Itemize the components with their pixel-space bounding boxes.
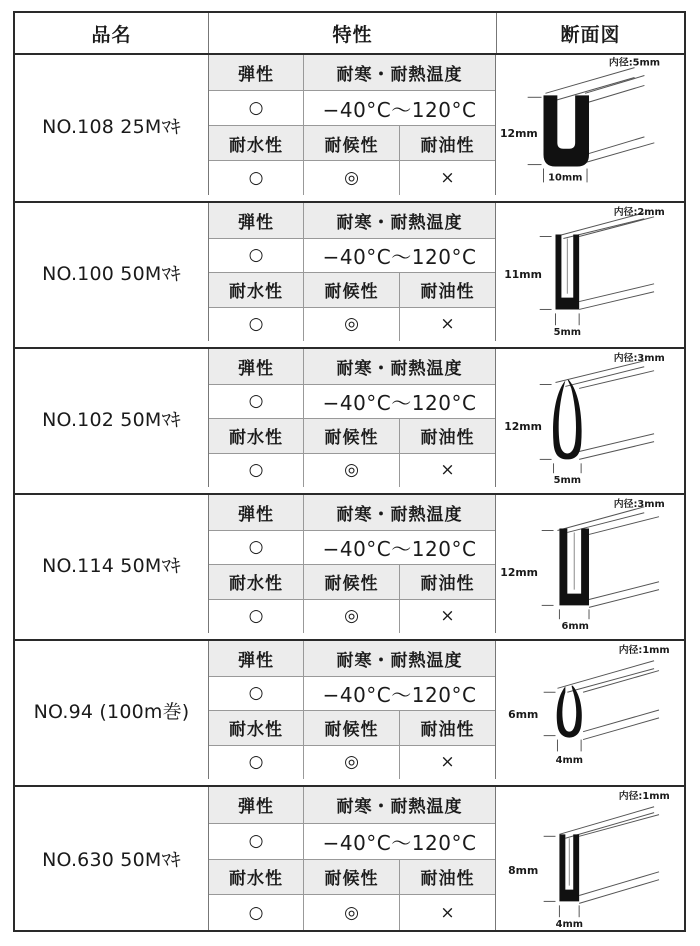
label-elasticity: 弾性 bbox=[209, 787, 303, 823]
product-row bbox=[15, 55, 684, 195]
cross-section-diagram bbox=[496, 55, 684, 195]
label-elasticity: 弾性 bbox=[209, 349, 303, 384]
label-elasticity: 弾性 bbox=[209, 55, 303, 90]
product-name: NO.114 50Mﾏｷ bbox=[42, 554, 181, 577]
properties-grid bbox=[208, 787, 496, 930]
label-oil: 耐油性 bbox=[399, 419, 495, 453]
cross-section-diagram bbox=[496, 641, 684, 779]
label-water: 耐水性 bbox=[209, 273, 303, 307]
value-oil: × bbox=[399, 600, 495, 634]
label-weather: 耐候性 bbox=[303, 126, 399, 160]
inner-diameter-label: 内径:5mm bbox=[608, 57, 661, 69]
label-oil: 耐油性 bbox=[399, 711, 495, 745]
label-oil: 耐油性 bbox=[399, 273, 495, 307]
product-name: NO.102 50Mﾏｷ bbox=[42, 408, 181, 431]
height-label: 12mm bbox=[500, 565, 538, 579]
value-water: ○ bbox=[209, 161, 303, 195]
product-row bbox=[15, 493, 684, 633]
cross-section-diagram bbox=[496, 203, 684, 341]
height-label: 11mm bbox=[504, 267, 542, 281]
properties-grid bbox=[208, 641, 496, 779]
label-temperature: 耐寒・耐熱温度 bbox=[303, 55, 495, 90]
value-elasticity: ○ bbox=[209, 531, 303, 565]
product-name: NO.630 50Mﾏｷ bbox=[42, 849, 181, 871]
cross-section-diagram bbox=[496, 495, 684, 633]
label-elasticity: 弾性 bbox=[209, 203, 303, 238]
properties-grid bbox=[208, 349, 496, 487]
cross-section-narrow-u-icon bbox=[496, 203, 684, 341]
height-label: 6mm bbox=[508, 707, 539, 721]
table-header bbox=[15, 13, 684, 55]
inner-diameter-label: 内径:3mm bbox=[613, 352, 665, 364]
label-temperature: 耐寒・耐熱温度 bbox=[303, 349, 495, 384]
spec-table bbox=[13, 11, 686, 932]
value-elasticity: ○ bbox=[209, 677, 303, 711]
width-label: 5mm bbox=[553, 475, 582, 487]
value-weather: ◎ bbox=[303, 746, 399, 780]
value-water: ○ bbox=[209, 454, 303, 488]
value-oil: × bbox=[399, 308, 495, 342]
product-row bbox=[15, 347, 684, 487]
properties-grid bbox=[208, 55, 496, 195]
product-name: NO.94 (100m巻) bbox=[33, 700, 190, 723]
width-label: 10mm bbox=[548, 172, 583, 184]
width-label: 4mm bbox=[555, 755, 583, 767]
label-weather: 耐候性 bbox=[303, 711, 399, 745]
height-label: 12mm bbox=[499, 126, 538, 140]
value-temperature: −40°C〜120°C bbox=[303, 824, 495, 859]
label-weather: 耐候性 bbox=[303, 273, 399, 307]
value-elasticity: ○ bbox=[209, 824, 303, 859]
value-oil: × bbox=[399, 895, 495, 930]
value-oil: × bbox=[399, 746, 495, 780]
label-oil: 耐油性 bbox=[399, 565, 495, 599]
cross-section-wide-u-icon bbox=[496, 495, 684, 633]
value-weather: ◎ bbox=[303, 308, 399, 342]
header-properties: 特性 bbox=[208, 13, 496, 53]
value-weather: ◎ bbox=[303, 895, 399, 930]
label-water: 耐水性 bbox=[209, 419, 303, 453]
value-water: ○ bbox=[209, 308, 303, 342]
label-temperature: 耐寒・耐熱温度 bbox=[303, 787, 495, 823]
properties-grid bbox=[208, 495, 496, 633]
height-label: 8mm bbox=[508, 863, 539, 877]
label-weather: 耐候性 bbox=[303, 419, 399, 453]
value-water: ○ bbox=[209, 895, 303, 930]
label-elasticity: 弾性 bbox=[209, 641, 303, 676]
value-weather: ◎ bbox=[303, 600, 399, 634]
width-label: 4mm bbox=[555, 919, 583, 930]
cross-section-diagram bbox=[496, 349, 684, 487]
label-oil: 耐油性 bbox=[399, 860, 495, 895]
label-temperature: 耐寒・耐熱温度 bbox=[303, 203, 495, 238]
value-oil: × bbox=[399, 454, 495, 488]
value-temperature: −40°C〜120°C bbox=[303, 385, 495, 419]
value-temperature: −40°C〜120°C bbox=[303, 531, 495, 565]
width-label: 5mm bbox=[553, 327, 582, 339]
label-elasticity: 弾性 bbox=[209, 495, 303, 530]
value-elasticity: ○ bbox=[209, 239, 303, 273]
header-cross-section: 断面図 bbox=[496, 13, 684, 53]
value-weather: ◎ bbox=[303, 454, 399, 488]
label-weather: 耐候性 bbox=[303, 860, 399, 895]
header-name: 品名 bbox=[91, 23, 132, 46]
cross-section-thick-u-icon bbox=[496, 55, 684, 195]
label-oil: 耐油性 bbox=[399, 126, 495, 160]
cross-section-small-u-icon bbox=[496, 787, 684, 930]
value-water: ○ bbox=[209, 746, 303, 780]
cross-section-diagram bbox=[496, 787, 684, 930]
value-weather: ◎ bbox=[303, 161, 399, 195]
label-water: 耐水性 bbox=[209, 565, 303, 599]
value-temperature: −40°C〜120°C bbox=[303, 677, 495, 711]
label-temperature: 耐寒・耐熱温度 bbox=[303, 495, 495, 530]
label-temperature: 耐寒・耐熱温度 bbox=[303, 641, 495, 676]
product-row bbox=[15, 785, 684, 930]
label-water: 耐水性 bbox=[209, 126, 303, 160]
inner-diameter-label: 内径:1mm bbox=[618, 790, 670, 802]
value-elasticity: ○ bbox=[209, 91, 303, 125]
product-row bbox=[15, 201, 684, 341]
cross-section-bulb-u-icon bbox=[496, 349, 684, 487]
inner-diameter-label: 内径:3mm bbox=[613, 498, 665, 510]
product-name: NO.100 50Mﾏｷ bbox=[42, 262, 181, 285]
inner-diameter-label: 内径:2mm bbox=[613, 206, 665, 218]
label-water: 耐水性 bbox=[209, 711, 303, 745]
product-name: NO.108 25Mﾏｷ bbox=[42, 115, 181, 138]
value-temperature: −40°C〜120°C bbox=[303, 91, 495, 125]
value-water: ○ bbox=[209, 600, 303, 634]
properties-grid bbox=[208, 203, 496, 341]
value-oil: × bbox=[399, 161, 495, 195]
width-label: 6mm bbox=[561, 621, 589, 633]
inner-diameter-label: 内径:1mm bbox=[618, 644, 670, 656]
height-label: 12mm bbox=[504, 419, 542, 433]
cross-section-small-bulb-icon bbox=[496, 641, 684, 779]
product-row bbox=[15, 639, 684, 779]
label-weather: 耐候性 bbox=[303, 565, 399, 599]
value-temperature: −40°C〜120°C bbox=[303, 239, 495, 273]
value-elasticity: ○ bbox=[209, 385, 303, 419]
label-water: 耐水性 bbox=[209, 860, 303, 895]
